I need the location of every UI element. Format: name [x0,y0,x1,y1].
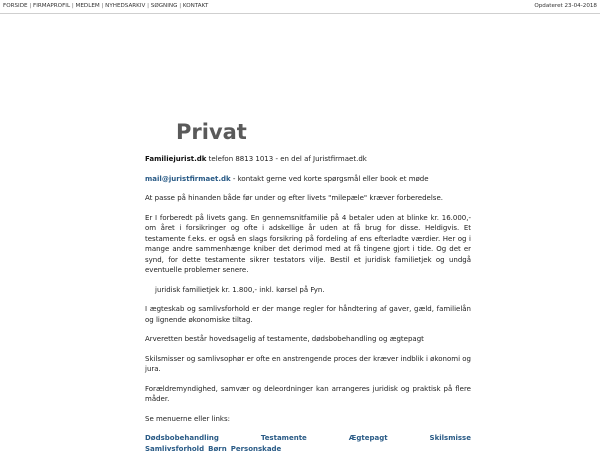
nav-firmaprofil[interactable]: FIRMAPROFIL [33,3,70,9]
mail-line [145,174,471,185]
link-doedsbobehandling[interactable]: Dødsbobehandling [145,433,219,444]
nav-separator: | [101,3,103,9]
link-boern[interactable]: Børn [208,444,227,454]
top-navigation [3,0,208,13]
intro-line [145,154,471,165]
paragraph-marriage: I ægteskab og samlivsforhold er der mange regler for håndtering af gaver, gæld, familielån og lignende økonomiske tiltag. [145,304,471,325]
nav-kontakt[interactable]: KONTAKT [183,3,208,9]
nav-separator: | [29,3,31,9]
nav-medlem[interactable]: MEDLEM [76,3,100,9]
paragraph-divorce: Skilsmisser og samlivsophør er ofte en anstrengende proces der kræver indblik i økonomi og jura. [145,354,471,375]
brand-name: Familiejurist.dk [145,155,206,163]
link-skilsmisse[interactable]: Skilsmisse [430,433,471,444]
link-testamente[interactable]: Testamente [261,433,307,444]
nav-nyhedsarkiv[interactable]: NYHEDSARKIV [105,3,145,9]
nav-soegning[interactable]: SØGNING [151,3,178,9]
page-title: Privat [176,120,247,144]
paragraph-milestones: At passe på hinanden både før under og efter livets "milepæle" kræver forberedelse. [145,193,471,204]
mail-text: - kontakt gerne ved korte spørgsmål eller book et møde [231,175,429,183]
mail-link[interactable]: mail@juristfirmaet.dk [145,175,231,183]
link-samlivsforhold[interactable]: Samlivsforhold [145,444,204,454]
price-line: juridisk familietjek kr. 1.800,- inkl. kørsel på Fyn. [145,285,471,296]
nav-separator: | [72,3,74,9]
updated-date: Opdateret 23-04-2018 [534,0,597,13]
links-intro: Se menuerne eller links: [145,414,471,425]
top-bar [0,0,600,14]
intro-text: telefon 8813 1013 - en del af Juristfirmaet.dk [206,155,366,163]
main-content [145,154,471,454]
paragraph-prepared: Er I forberedt på livets gang. En gennemsnitfamilie på 4 betaler uden at blinke kr. 16.000,- om året i forsikringer og ofte i adskellige år uden at få brug for disse. Heldigvis. Et testamente f.eks. er også en slags forsikring på fordeling af ens efterladte værdier. Her og i mange andre sammenhænge kniber det derimod med at få tingene gjort i tide. Og det er synd, for dette testamente sikrer testators vilje. Bestil et juridisk familietjek og undgå eventuelle problemer senere. [145,213,471,276]
nav-forside[interactable]: FORSIDE [3,3,28,9]
link-personskade[interactable]: Personskade [231,444,282,454]
link-aegtepagt[interactable]: Ægtepagt [349,433,388,444]
links-row-2 [145,444,471,454]
paragraph-inheritance: Arveretten består hovedsagelig af testamente, dødsbobehandling og ægtepagt [145,334,471,345]
nav-separator: | [179,3,181,9]
links-row-1 [145,433,471,444]
paragraph-custody: Forældremyndighed, samvær og deleordninger kan arrangeres juridisk og praktisk på flere måder. [145,384,471,405]
nav-separator: | [147,3,149,9]
